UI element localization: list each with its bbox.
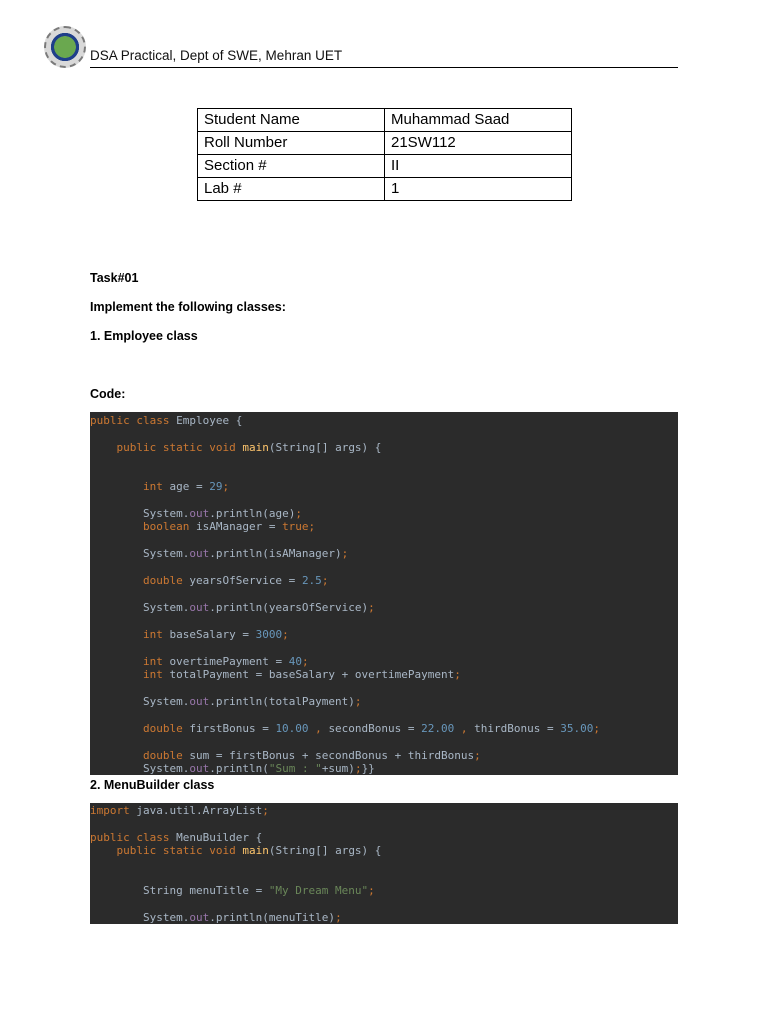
code-token: 22.00: [421, 722, 455, 735]
code-token: .println(totalPayment): [209, 695, 355, 708]
employee-code-block: [90, 412, 678, 775]
page-header: [44, 24, 678, 70]
code-token: age =: [169, 480, 210, 493]
code-line: [90, 414, 242, 427]
code-token: .println(age): [209, 507, 296, 520]
code-token: System.: [90, 762, 190, 775]
code-line: [90, 831, 262, 844]
code-token: public class: [90, 831, 177, 844]
code-token: .println(isAManager): [209, 547, 342, 560]
code-token: ;: [222, 480, 230, 493]
code-token: java.util.ArrayList: [136, 804, 263, 817]
code-token: ;: [262, 804, 269, 817]
code-token: out: [189, 547, 210, 560]
code-token: ,: [308, 722, 329, 735]
code-token: double: [142, 722, 190, 735]
code-token: .println(: [209, 762, 269, 775]
university-logo-icon: [44, 26, 86, 68]
code-token: totalPayment = baseSalary + overtimePayment: [169, 668, 455, 681]
menubuilder-class-heading: 2. MenuBuilder class: [90, 778, 215, 792]
code-token: thirdBonus =: [474, 722, 561, 735]
header-divider: [90, 67, 678, 68]
code-line: [90, 695, 362, 708]
code-token: 10.00: [275, 722, 309, 735]
code-token: (String[] args) {: [268, 441, 382, 454]
code-token: Employee {: [176, 414, 243, 427]
code-token: [90, 668, 143, 681]
code-token: int: [142, 668, 170, 681]
code-token: ;: [282, 628, 289, 641]
code-token: ;: [354, 762, 362, 775]
code-heading: Code:: [90, 387, 126, 401]
code-token: "Sum : ": [268, 762, 322, 775]
code-token: 35.00: [560, 722, 594, 735]
implement-heading: Implement the following classes:: [90, 300, 286, 314]
code-token: main: [242, 441, 269, 454]
code-token: [90, 844, 117, 857]
code-line: [90, 911, 342, 924]
code-line: [90, 547, 348, 560]
code-line: [90, 480, 229, 493]
code-token: int: [142, 628, 170, 641]
code-token: baseSalary =: [169, 628, 256, 641]
code-token: ;: [593, 722, 600, 735]
code-token: MenuBuilder {: [176, 831, 263, 844]
code-token: }}: [361, 762, 375, 775]
code-token: 40: [288, 655, 302, 668]
code-token: [90, 655, 143, 668]
code-token: +sum): [321, 762, 355, 775]
code-token: ;: [295, 507, 302, 520]
code-token: sum = firstBonus + secondBonus + thirdBonus: [189, 749, 475, 762]
code-token: ;: [454, 668, 461, 681]
code-token: ;: [368, 884, 375, 897]
table-cell-label: Roll Number: [198, 132, 385, 155]
code-token: System.: [90, 601, 190, 614]
code-line: [90, 762, 375, 775]
menubuilder-code-block: [90, 803, 678, 924]
code-token: .println(menuTitle): [209, 911, 336, 924]
employee-class-heading: 1. Employee class: [90, 329, 198, 343]
code-line: [90, 804, 269, 817]
code-line: [90, 628, 289, 641]
code-token: main: [242, 844, 269, 857]
code-token: "My Dream Menu": [268, 884, 369, 897]
code-token: [90, 722, 143, 735]
code-token: public static void: [116, 844, 243, 857]
table-cell-value: 1: [385, 178, 572, 201]
code-token: System.: [90, 911, 190, 924]
code-line: [90, 507, 302, 520]
code-token: [90, 749, 143, 762]
code-token: ;: [474, 749, 481, 762]
code-token: 3000: [255, 628, 283, 641]
code-token: System.: [90, 547, 190, 560]
code-line: [90, 884, 375, 897]
code-token: public static void: [116, 441, 243, 454]
code-token: ,: [454, 722, 475, 735]
code-token: out: [189, 911, 210, 924]
code-line: [90, 601, 375, 614]
code-line: [90, 574, 328, 587]
code-line: [90, 749, 481, 762]
student-info-table: [197, 108, 572, 201]
code-token: [90, 520, 143, 533]
code-token: boolean: [142, 520, 196, 533]
code-token: [90, 480, 143, 493]
code-token: isAManager =: [195, 520, 283, 533]
code-token: double: [142, 574, 190, 587]
code-token: ;: [321, 574, 329, 587]
table-cell-label: Section #: [198, 155, 385, 178]
code-token: yearsOfService =: [189, 574, 302, 587]
code-token: [90, 628, 143, 641]
task-heading: Task#01: [90, 271, 139, 285]
code-token: double: [142, 749, 190, 762]
code-token: public class: [90, 414, 177, 427]
code-token: import: [90, 804, 137, 817]
code-token: secondBonus =: [328, 722, 422, 735]
code-token: ;: [368, 601, 375, 614]
table-cell-value: Muhammad Saad: [385, 109, 572, 132]
code-token: out: [189, 507, 210, 520]
table-cell-label: Lab #: [198, 178, 385, 201]
code-token: String menuTitle =: [90, 884, 269, 897]
code-token: [90, 574, 143, 587]
code-token: out: [189, 762, 210, 775]
table-cell-label: Student Name: [198, 109, 385, 132]
code-token: overtimePayment =: [169, 655, 289, 668]
code-token: System.: [90, 695, 190, 708]
code-token: ;: [335, 911, 342, 924]
table-cell-value: II: [385, 155, 572, 178]
code-token: .println(yearsOfService): [209, 601, 369, 614]
table-row: [198, 109, 572, 132]
header-title: DSA Practical, Dept of SWE, Mehran UET: [90, 48, 343, 63]
code-token: (String[] args) {: [268, 844, 382, 857]
code-token: out: [189, 601, 210, 614]
code-token: true;: [282, 520, 316, 533]
code-token: ;: [301, 655, 309, 668]
table-row: [198, 178, 572, 201]
code-token: 29: [209, 480, 223, 493]
code-line: [90, 441, 381, 454]
code-token: out: [189, 695, 210, 708]
code-token: int: [142, 480, 170, 493]
table-cell-value: 21SW112: [385, 132, 572, 155]
code-token: firstBonus =: [189, 722, 276, 735]
code-line: [90, 722, 600, 735]
code-token: ;: [354, 695, 362, 708]
table-row: [198, 155, 572, 178]
code-line: [90, 655, 309, 668]
code-line: [90, 520, 315, 533]
code-token: ;: [341, 547, 349, 560]
code-token: int: [142, 655, 170, 668]
table-row: [198, 132, 572, 155]
code-token: 2.5: [301, 574, 322, 587]
code-token: [90, 441, 117, 454]
code-line: [90, 668, 461, 681]
code-token: System.: [90, 507, 190, 520]
code-line: [90, 844, 381, 857]
